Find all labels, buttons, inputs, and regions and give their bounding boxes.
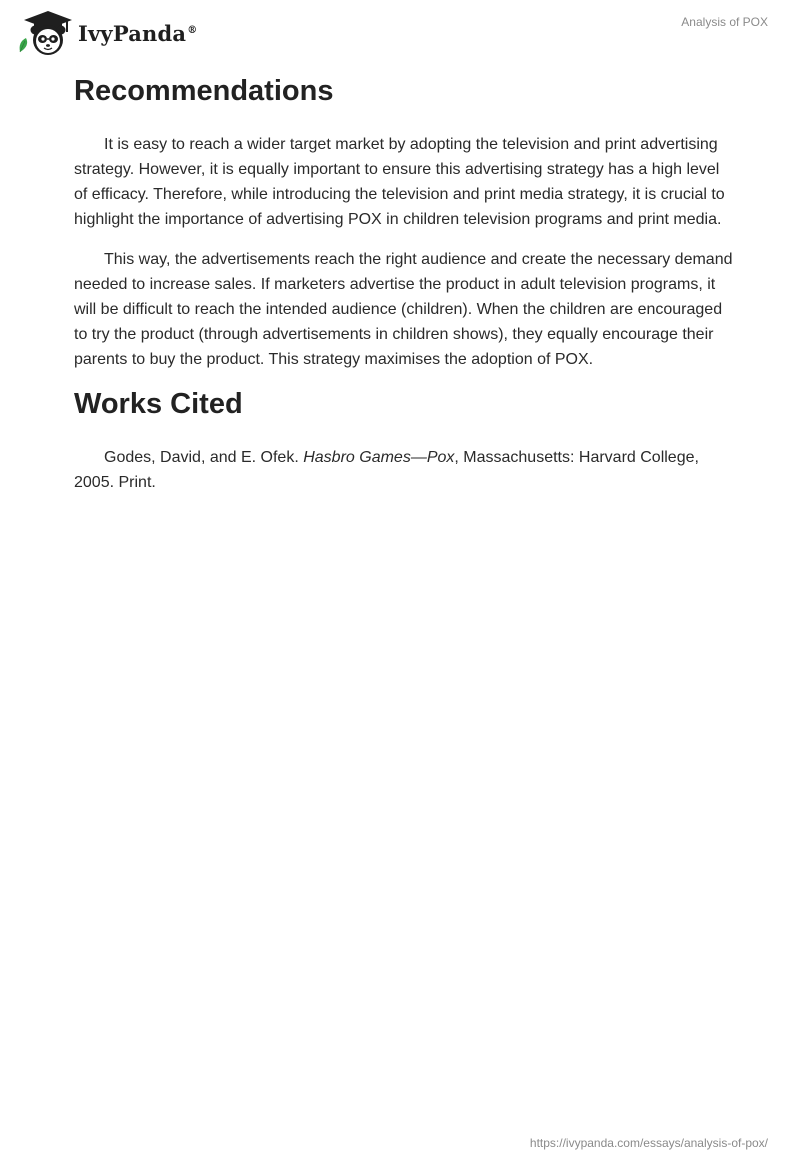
brand-name: IvyPanda® [78,20,198,46]
paragraph: This way, the advertisements reach the right audience and create the necessary demand needed to increase sales. If marketers advertise the product in adult television programs, it will be difficult to reach the intended audience (children). When the children are encouraged to try the product (through advertisements in children shows), they equally encourage their parents to buy the product. This strategy maximises the adoption of POX. [74,251,733,368]
section-heading-works-cited: Works Cited [74,388,243,420]
section-heading-recommendations: Recommendations [74,75,334,107]
paragraph: It is easy to reach a wider target market by adopting the television and print advertising strategy. However, it is equally important to ensure this advertising strategy has a high level of efficacy. Therefore, while introducing the television and print media strategy, it is crucial to highlight the importance of advertising POX in children television programs and print media. [74,136,725,228]
page-header [0,0,800,70]
citation-authors: Godes, David, and E. Ofek. [104,449,304,466]
registered-mark: ® [187,24,198,36]
citation-entry [74,445,734,495]
essay-content [74,70,734,510]
ivypanda-logo[interactable] [14,8,197,58]
panda-graduate-icon [14,8,74,58]
source-url[interactable]: https://ivypanda.com/essays/analysis-of-pox/ [529,1136,768,1150]
citation-details: , Massachusetts: Harvard College, 2005. Print. [74,449,699,491]
citation-title: Hasbro Games—Pox [303,449,455,466]
running-title: Analysis of POX [681,15,768,29]
